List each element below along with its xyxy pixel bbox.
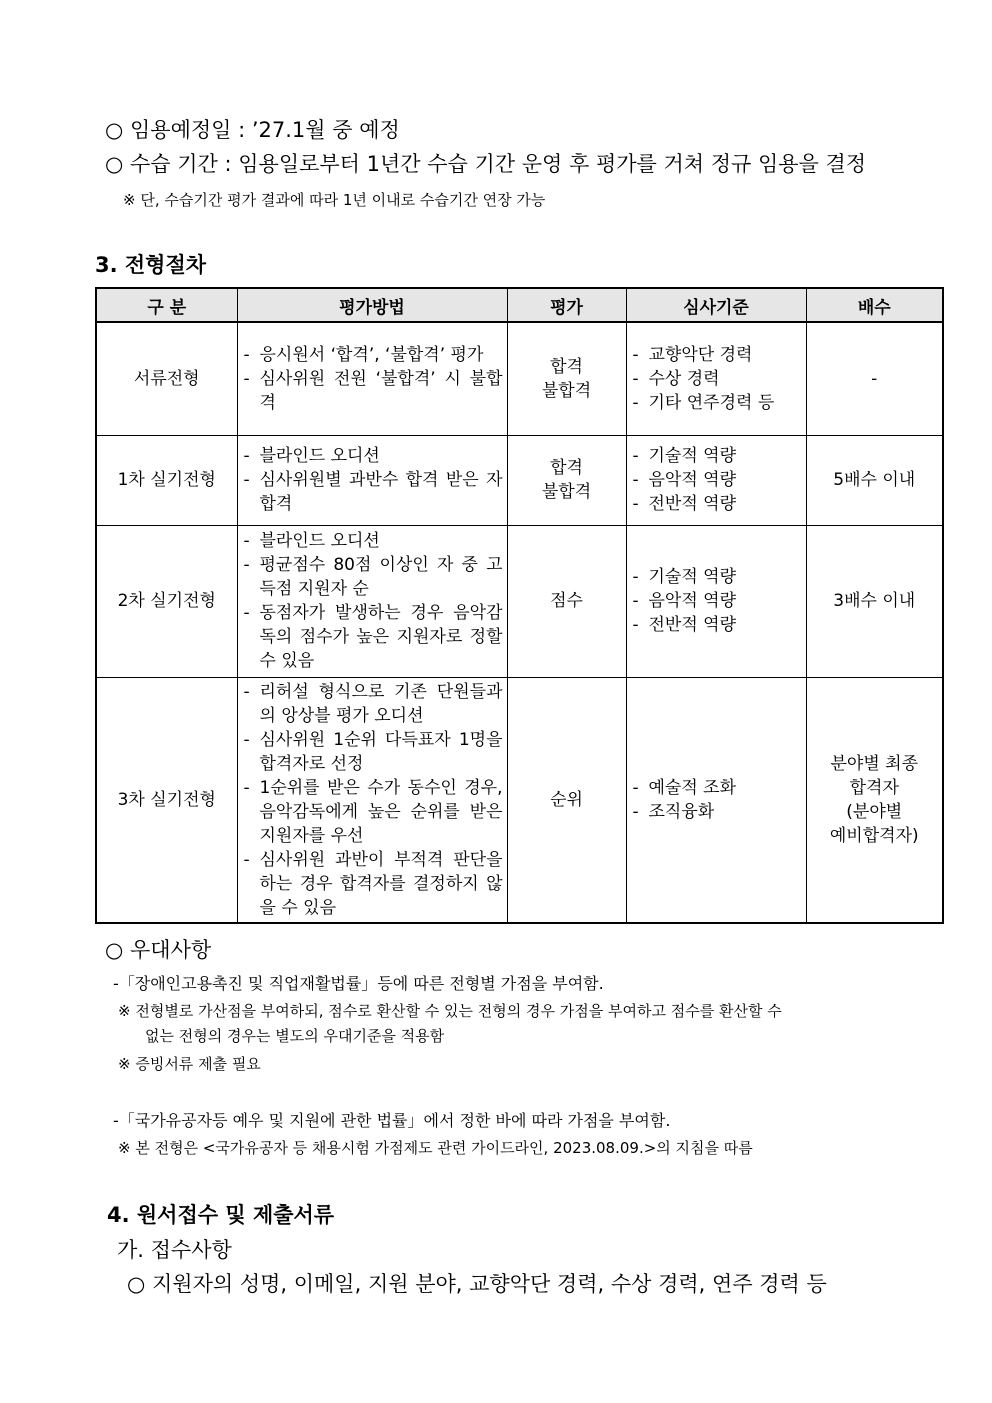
header-method: 평가방법 — [237, 288, 507, 322]
criteria-item: - 전반적 역량 — [631, 492, 802, 516]
criteria-item: - 기술적 역량 — [631, 565, 802, 589]
header-category: 구 분 — [96, 288, 237, 322]
section-4-subtitle: 가. 접수사항 — [117, 1238, 232, 1262]
method-item: - 블라인드 오디션 — [242, 529, 503, 553]
multiple-line: 예비합격자) — [829, 825, 919, 846]
eval-line: 불합격 — [541, 380, 592, 401]
table-row — [96, 322, 943, 435]
method-item: - 심사위원 과반이 부적격 판단을 하는 경우 합격자를 결정하지 않을 수 있음 — [242, 848, 503, 920]
criteria-cell — [626, 677, 806, 923]
criteria-item: - 예술적 조화 — [631, 776, 802, 800]
table-row — [96, 525, 943, 677]
criteria-cell — [626, 525, 806, 677]
eval-line: 불합격 — [541, 482, 592, 502]
criteria-cell — [626, 435, 806, 525]
multiple-line: - — [871, 368, 878, 389]
criteria-item: - 수상 경력 — [631, 367, 802, 391]
eval-cell — [507, 677, 626, 923]
method-item: - 심사위원 1순위 다득표자 1명을 합격자로 선정 — [242, 728, 503, 776]
method-item: - 블라인드 오디션 — [242, 444, 503, 468]
multiple-cell — [806, 525, 943, 677]
preference-note-1b: 없는 전형의 경우는 별도의 우대기준을 적용함 — [145, 1027, 445, 1045]
multiple-line: (분야별 — [846, 801, 903, 822]
criteria-item: - 음악적 역량 — [631, 468, 802, 492]
eval-line: 순위 — [550, 789, 583, 810]
application-items-line: ○ 지원자의 성명, 이메일, 지원 분야, 교향악단 경력, 수상 경력, 연주 경력 등 — [127, 1272, 827, 1296]
preference-note-3: ※ 본 전형은 <국가유공자 등 채용시험 가점제도 관련 가이드라인, 2023.08.09.>의 지침을 따름 — [118, 1139, 753, 1157]
table-header-row — [96, 288, 943, 322]
method-item: - 리허설 형식으로 기존 단원들과의 앙상블 평가 오디션 — [242, 680, 503, 728]
preference-note-2: ※ 증빙서류 제출 필요 — [118, 1055, 261, 1073]
table-row — [96, 435, 943, 525]
method-item: - 평균점수 80점 이상인 자 중 고득점 지원자 순 — [242, 553, 503, 601]
appointment-date-line: ○ 임용예정일 : ’27.1월 중 예정 — [105, 118, 400, 142]
multiple-cell — [806, 677, 943, 923]
selection-procedure-table — [95, 287, 944, 924]
criteria-item: - 조직융화 — [631, 800, 802, 824]
preference-disability-line: -「장애인고용촉진 및 직업재활법률」등에 따른 전형별 가점을 부여함. — [113, 974, 604, 993]
stage-cell: 3차 실기전형 — [96, 677, 237, 923]
preference-title: ○ 우대사항 — [105, 938, 212, 962]
method-item: - 응시원서 ‘합격’, ‘불합격’ 평가 — [242, 343, 503, 367]
criteria-item: - 교향악단 경력 — [631, 343, 802, 367]
stage-cell: 1차 실기전형 — [96, 435, 237, 525]
stage-cell: 2차 실기전형 — [96, 525, 237, 677]
method-item: - 1순위를 받은 수가 동수인 경우, 음악감독에게 높은 순위를 받은 지원자를 우선 — [242, 776, 503, 848]
header-evaluation: 평가 — [507, 288, 626, 322]
multiple-line: 3배수 이내 — [833, 591, 916, 611]
eval-line: 합격 — [550, 356, 583, 377]
method-item: - 심사위원별 과반수 합격 받은 자 합격 — [242, 468, 503, 516]
multiple-line: 분야별 최종 — [830, 753, 918, 774]
criteria-cell — [626, 322, 806, 435]
multiple-line: 5배수 이내 — [833, 470, 916, 490]
section-4-title: 4. 원서접수 및 제출서류 — [107, 1203, 335, 1227]
multiple-line: 합격자 — [849, 777, 899, 798]
section-3-title: 3. 전형절차 — [95, 253, 207, 277]
method-cell — [237, 525, 507, 677]
method-item: - 동점자가 발생하는 경우 음악감독의 점수가 높은 지원자로 정할 수 있음 — [242, 601, 503, 673]
table-row — [96, 677, 943, 923]
multiple-cell — [806, 322, 943, 435]
header-criteria: 심사기준 — [626, 288, 806, 322]
multiple-cell — [806, 435, 943, 525]
training-period-note: ※ 단, 수습기간 평가 결과에 따라 1년 이내로 수습기간 연장 가능 — [123, 191, 546, 209]
method-cell — [237, 677, 507, 923]
preference-note-1a: ※ 전형별로 가산점을 부여하되, 점수로 환산할 수 있는 전형의 경우 가점을 부여하고 점수를 환산할 수 — [118, 1002, 782, 1020]
eval-cell — [507, 322, 626, 435]
eval-cell — [507, 435, 626, 525]
method-cell — [237, 435, 507, 525]
header-multiple: 배수 — [806, 288, 943, 322]
method-cell — [237, 322, 507, 435]
preference-veterans-line: -「국가유공자등 예우 및 지원에 관한 법률」에서 정한 바에 따라 가점을 부여함. — [113, 1111, 671, 1130]
criteria-item: - 기타 연주경력 등 — [631, 391, 802, 415]
criteria-item: - 기술적 역량 — [631, 444, 802, 468]
eval-line: 점수 — [550, 591, 583, 611]
eval-line: 합격 — [550, 458, 583, 478]
method-item: - 심사위원 전원 ‘불합격’ 시 불합격 — [242, 367, 503, 415]
eval-cell — [507, 525, 626, 677]
training-period-line: ○ 수습 기간 : 임용일로부터 1년간 수습 기간 운영 후 평가를 거쳐 정규 임용을 결정 — [105, 152, 867, 176]
stage-cell: 서류전형 — [96, 322, 237, 435]
criteria-item: - 음악적 역량 — [631, 589, 802, 613]
criteria-item: - 전반적 역량 — [631, 613, 802, 637]
